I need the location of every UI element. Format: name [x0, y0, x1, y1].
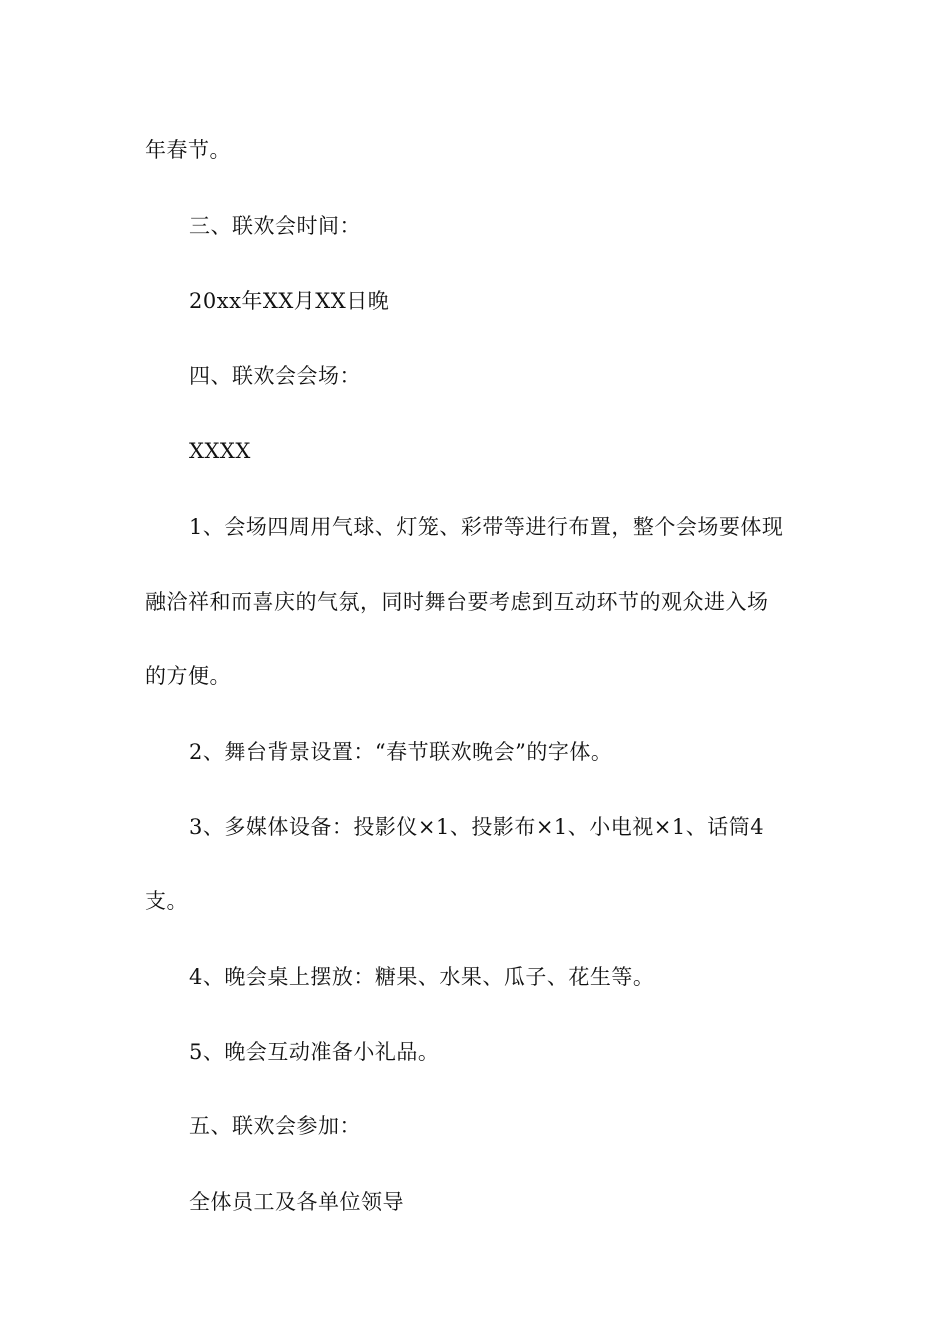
venue-item-5: 5、晚会互动准备小礼品。 — [189, 1040, 440, 1064]
section-heading-participants: 五、联欢会参加： — [189, 1114, 361, 1138]
venue-item-2: 2、舞台背景设置：“春节联欢晚会”的字体。 — [189, 740, 613, 764]
text-line-continuation: 年春节。 — [145, 138, 231, 162]
venue-item-4: 4、晚会桌上摆放：糖果、水果、瓜子、花生等。 — [189, 965, 655, 989]
section-heading-venue: 四、联欢会会场： — [189, 364, 361, 388]
venue-item-1-line-2: 融洽祥和而喜庆的气氛，同时舞台要考虑到互动环节的观众进入场 — [145, 590, 769, 614]
participants-text: 全体员工及各单位领导 — [189, 1190, 404, 1214]
venue-item-1-line-1: 1、会场四周用气球、灯笼、彩带等进行布置，整个会场要体现 — [189, 515, 784, 539]
event-date-text: 20xx年XX月XX日晚 — [189, 289, 390, 313]
section-heading-time: 三、联欢会时间： — [189, 214, 361, 238]
venue-item-3-line-2: 支。 — [145, 889, 188, 913]
venue-item-1-line-3: 的方便。 — [145, 664, 231, 688]
venue-item-3-line-1: 3、多媒体设备：投影仪×1、投影布×1、小电视×1、话筒4 — [189, 815, 765, 839]
venue-name-text: XXXX — [189, 439, 251, 463]
